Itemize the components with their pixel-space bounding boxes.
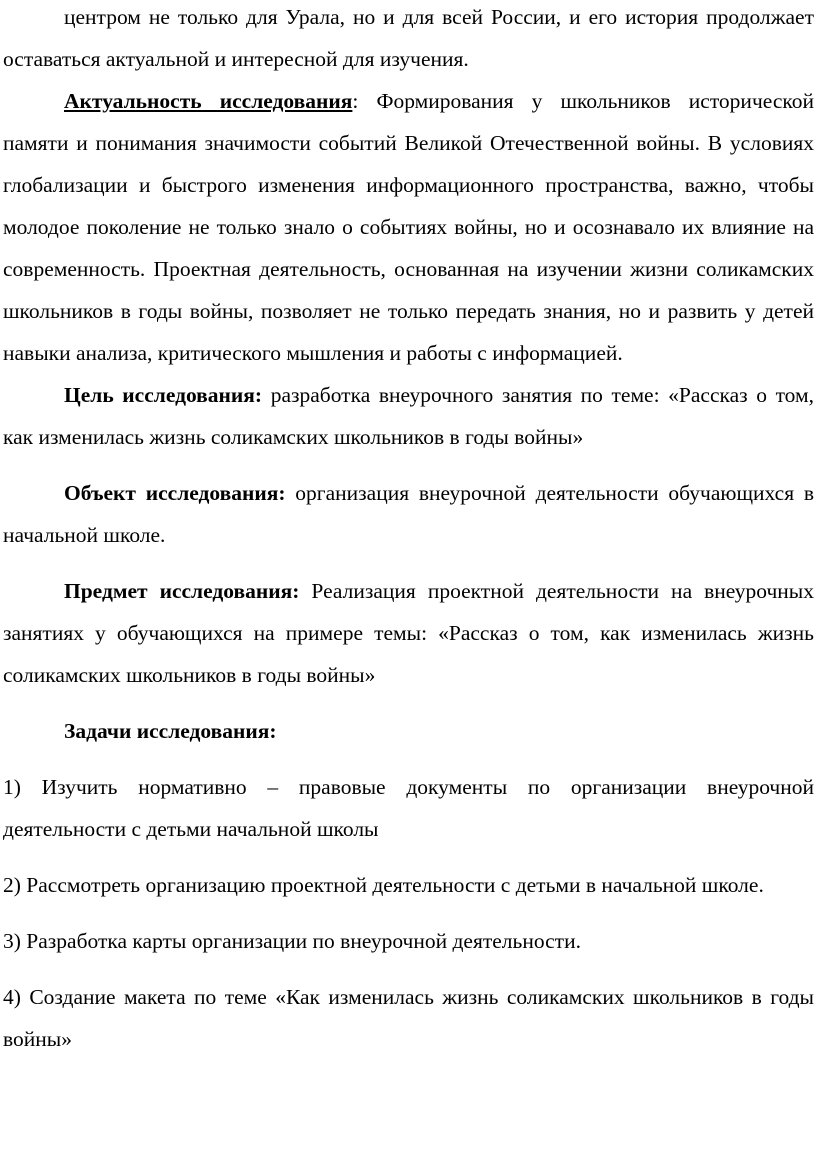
relevance-label: Актуальность исследования <box>64 89 353 113</box>
subject-text: Реализация проектной деятельности на внеурочных занятиях у обучающихся на примере темы: «Рассказ о том, как изменилась жизнь соликамских школьников в годы войны» <box>3 579 814 687</box>
object-text: организация внеурочной деятельности обучающихся в начальной школе. <box>3 481 814 547</box>
task-item-3: 3) Разработка карты организации по внеурочной деятельности. <box>3 929 581 953</box>
goal-text: разработка внеурочного занятия по теме: «Рассказ о том, как изменилась жизнь соликамских школьников в годы войны» <box>3 383 815 449</box>
task-item-2: 2) Рассмотреть организацию проектной деятельности с детьми в начальной школе. <box>3 873 764 897</box>
goal-label: Цель исследования: <box>64 383 263 407</box>
task-item-1: 1) Изучить нормативно – правовые документы по организации внеурочной деятельности с детьми начальной школы <box>3 775 814 841</box>
intro-text: центром не только для Урала, но и для всей России, и его история продолжает оставаться актуальной и интересной для изучения. <box>3 5 814 71</box>
object-label: Объект исследования: <box>64 481 286 505</box>
relevance-colon: : <box>352 89 359 113</box>
goal-paragraph <box>3 374 814 458</box>
relevance-paragraph <box>3 80 814 374</box>
relevance-text: Формирования у школьников исторической памяти и понимания значимости событий Великой Отечественной войны. В условиях глобализации и быстрого изменения информационного пространства, важно, чтобы молодое поколение не только знало о событиях войны, но и осознавало их влияние на современность. Проектная деятельность, основанная на изучении жизни соликамских школьников в годы войны, позволяет не только передать знания, но и развить у детей навыки анализа, критического мышления и работы с информацией. <box>3 89 814 365</box>
object-paragraph <box>3 472 814 556</box>
subject-paragraph <box>3 570 814 696</box>
task-item-4: 4) Создание макета по теме «Как изменилась жизнь соликамских школьников в годы войны» <box>3 985 814 1051</box>
intro-paragraph <box>3 0 814 80</box>
tasks-heading: Задачи исследования: <box>64 719 277 743</box>
subject-label: Предмет исследования: <box>64 579 300 603</box>
